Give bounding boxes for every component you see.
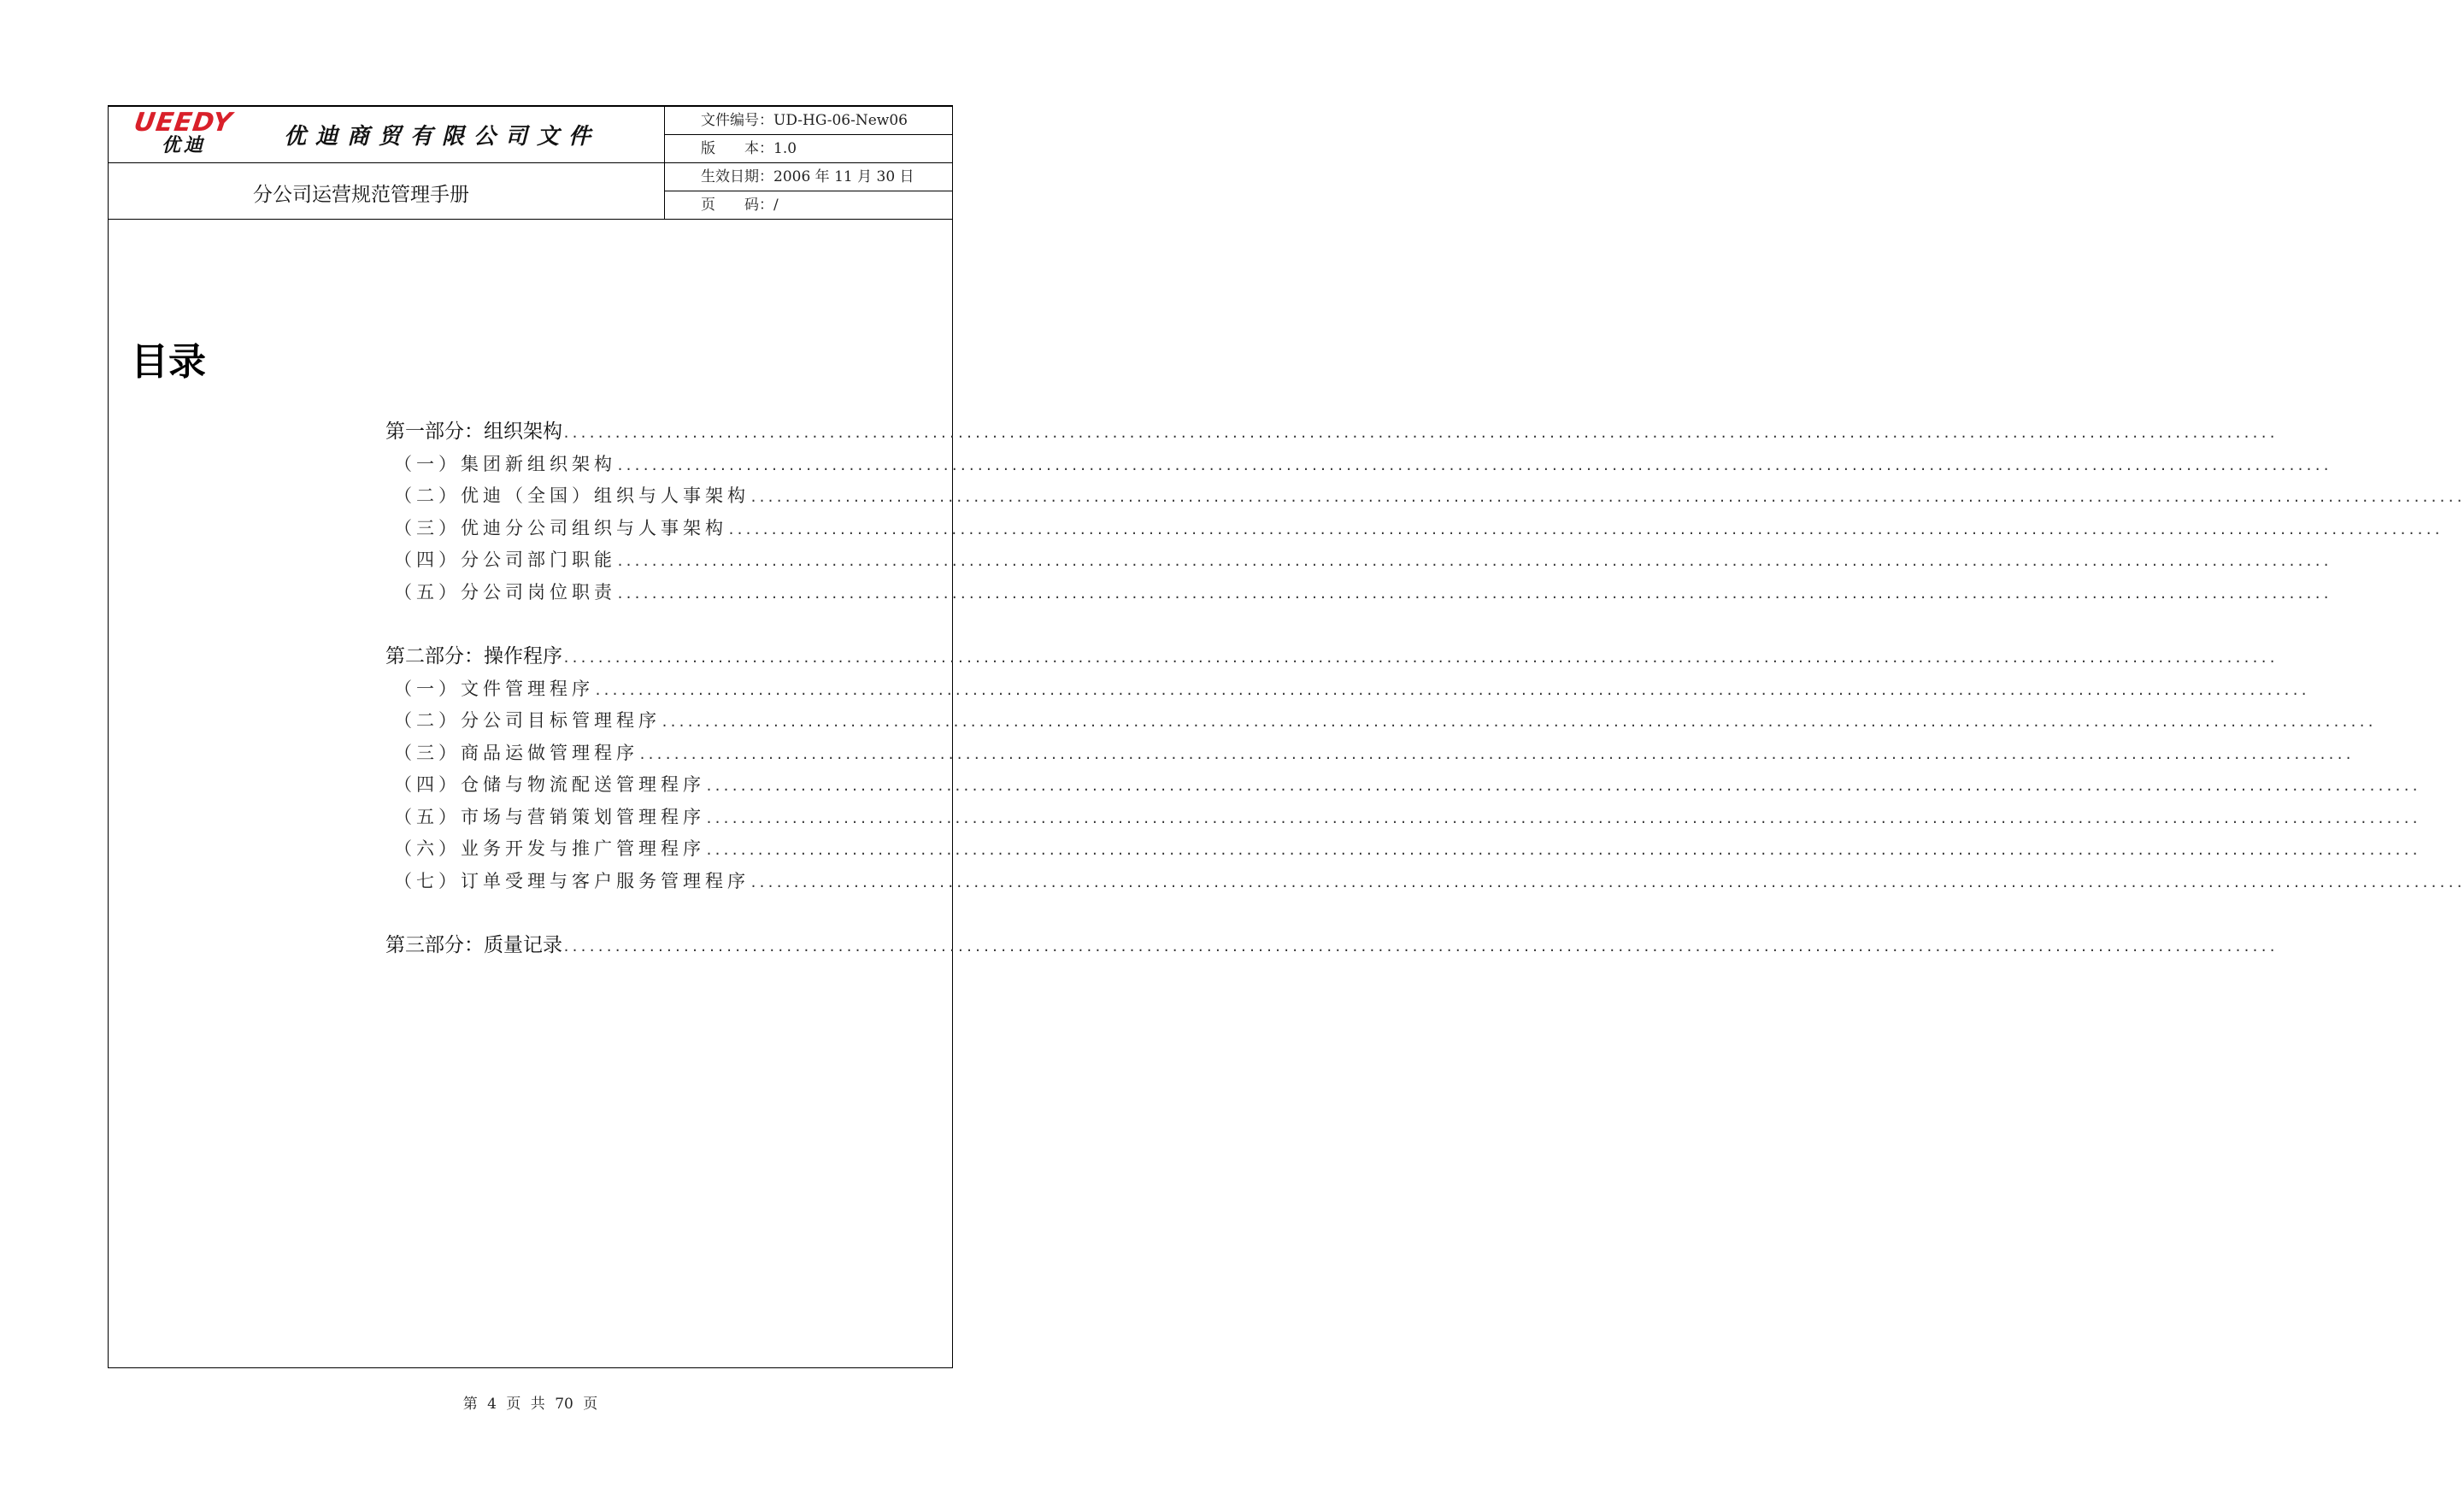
toc-leader-dots: ........................................................................................................................................................................................................ [616,585,2332,602]
toc-part-entry[interactable] [385,416,2278,449]
toc-part-title: 第一部分：组织架构 [385,420,562,443]
toc-leader-dots: ........................................................................................................................................................................................................ [750,490,2464,505]
header-brand-cell [109,107,665,163]
header-title-cell [109,163,665,220]
logo-wordmark: UEEDY [132,108,235,138]
toc-item-title: （五）分公司岗位职责 [394,581,616,603]
toc-leader-dots: ........................................................................................................................................................................................................ [594,682,2309,698]
toc-item-entry[interactable] [385,449,2332,481]
toc-section-gap [385,897,900,930]
toc-leader-dots: ........................................................................................................................................................................................................ [705,779,2420,794]
toc-item-title: （一）集团新组织架构 [394,453,616,474]
toc-part-title: 第三部分：质量记录 [385,934,562,956]
toc-leader-dots: ........................................................................................................................................................................................................ [750,874,2464,891]
toc-leader-dots: ........................................................................................................................................................................................................ [562,650,2278,666]
toc-part-entry[interactable] [385,641,2278,673]
toc-item-title: （二）分公司目标管理程序 [394,710,661,731]
toc-item-title: （四）仓储与物流配送管理程序 [394,774,705,795]
toc-item-title: （四）分公司部门职能 [394,550,616,570]
toc-item-entry[interactable] [385,705,2376,738]
toc-item-entry[interactable] [385,544,2332,577]
document-title: 分公司运营规范管理手册 [253,184,469,206]
toc-heading: 目录 [131,340,206,384]
toc-leader-dots: ........................................................................................................................................................................................................ [705,810,2420,826]
logo-chinese-name: 优迪 [162,135,207,156]
toc-leader-dots: ........................................................................................................................................................................................................ [638,746,2354,762]
company-logo [134,110,254,160]
toc-item-entry[interactable] [385,513,2443,545]
meta-version: 版 本：1.0 [665,135,952,163]
document-frame [108,106,2464,1368]
toc-item-title: （七）订单受理与客户服务管理程序 [394,870,750,891]
meta-page-number: 页 码：/ [701,197,779,214]
toc-part-entry[interactable] [385,930,2278,962]
table-of-contents [385,416,2464,962]
toc-item-entry[interactable] [385,738,2354,770]
toc-item-entry[interactable] [385,577,2332,609]
toc-item-title: （三）优迪分公司组织与人事架构 [394,517,727,538]
meta-doc-number: 文件编号：UD-HG-06-New06 [665,107,952,135]
toc-item-entry[interactable] [385,480,2464,513]
toc-leader-dots: ........................................................................................................................................................................................................ [616,457,2332,473]
toc-item-entry[interactable] [385,673,2309,706]
company-title: 优迪商贸有限公司文件 [284,124,601,150]
toc-item-entry[interactable] [385,769,2420,802]
toc-item-title: （一）文件管理程序 [394,678,594,699]
toc-item-title: （三）商品运做管理程序 [394,742,638,763]
toc-item-entry[interactable] [385,866,2464,898]
header-meta-table [665,107,952,220]
toc-item-title: （六）业务开发与推广管理程序 [394,838,705,859]
toc-leader-dots: ........................................................................................................................................................................................................ [705,843,2420,858]
toc-leader-dots: ........................................................................................................................................................................................................ [562,939,2278,955]
toc-leader-dots: ........................................................................................................................................................................................................ [727,521,2443,538]
meta-effective-date: 生效日期：2006 年 11 月 30 日 [665,163,952,191]
toc-leader-dots: ........................................................................................................................................................................................................ [562,426,2278,441]
toc-leader-dots: ........................................................................................................................................................................................................ [661,714,2376,730]
toc-leader-dots: ........................................................................................................................................................................................................ [616,554,2332,569]
toc-item-entry[interactable] [385,802,2420,834]
toc-item-entry[interactable] [385,833,2420,866]
toc-item-title: （二）优迪（全国）组织与人事架构 [394,485,750,506]
toc-section-gap [385,608,900,641]
page-footer: 第 4 页 共 70 页 [462,1396,598,1413]
toc-part-title: 第二部分：操作程序 [385,645,562,667]
toc-item-title: （五）市场与营销策划管理程序 [394,806,705,827]
